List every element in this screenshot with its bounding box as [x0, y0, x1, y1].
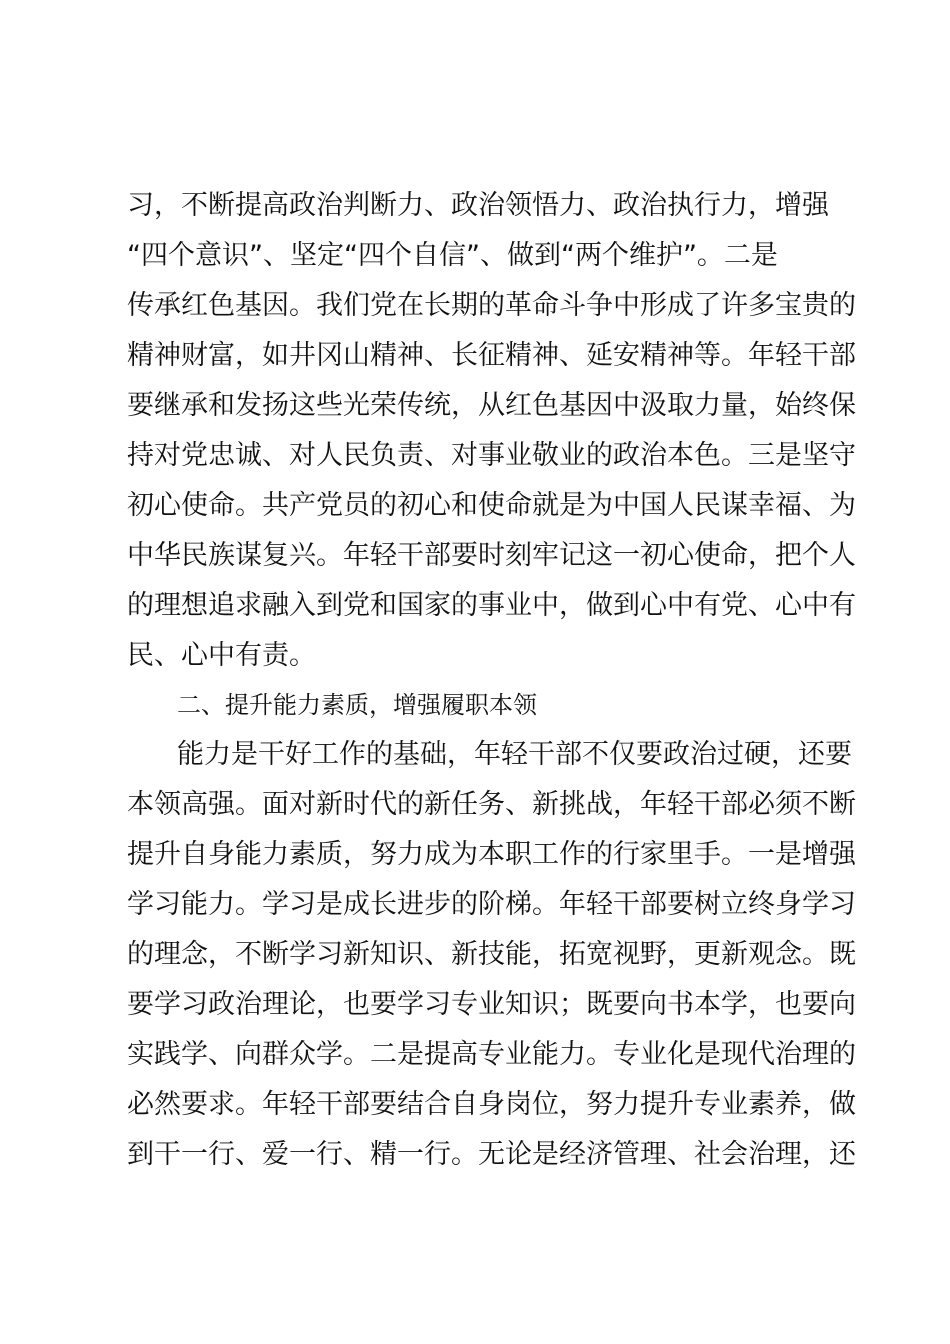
- section-heading: 二、提升能力素质，增强履职本领: [177, 691, 537, 719]
- text-line: 民、心中有责。: [127, 640, 316, 671]
- text-line: 初心使命。共产党员的初心和使命就是为中国人民谋幸福、为: [127, 490, 856, 521]
- text-line: 能力是干好工作的基础，年轻干部不仅要政治过硬，还要: [177, 739, 852, 770]
- text-line: 实践学、向群众学。二是提高专业能力。专业化是现代治理的: [127, 1039, 856, 1070]
- text-line: 的理想追求融入到党和国家的事业中，做到心中有党、心中有: [127, 590, 856, 621]
- text-line: 的理念，不断学习新知识、新技能，拓宽视野，更新观念。既: [127, 939, 856, 970]
- text-line: 必然要求。年轻干部要结合自身岗位，努力提升专业素养，做: [127, 1089, 856, 1120]
- text-line: 要学习政治理论，也要学习专业知识；既要向书本学，也要向: [127, 989, 856, 1020]
- text-line: 持对党忠诚、对人民负责、对事业敬业的政治本色。三是坚守: [127, 440, 856, 471]
- text-line: 传承红色基因。我们党在长期的革命斗争中形成了许多宝贵的: [127, 290, 856, 321]
- text-line: 提升自身能力素质，努力成为本职工作的行家里手。一是增强: [127, 839, 856, 870]
- text-line: 要继承和发扬这些光荣传统，从红色基因中汲取力量，始终保: [127, 390, 856, 421]
- text-line: “四个意识”、坚定“四个自信”、做到“两个维护”。二是: [127, 240, 778, 271]
- text-line: 习，不断提高政治判断力、政治领悟力、政治执行力，增强: [127, 190, 829, 221]
- text-line: 学习能力。学习是成长进步的阶梯。年轻干部要树立终身学习: [127, 889, 856, 920]
- text-line: 本领高强。面对新时代的新任务、新挑战，年轻干部必须不断: [127, 789, 856, 820]
- text-line: 到干一行、爱一行、精一行。无论是经济管理、社会治理，还: [127, 1139, 856, 1170]
- text-line: 精神财富，如井冈山精神、长征精神、延安精神等。年轻干部: [127, 340, 856, 371]
- text-line: 中华民族谋复兴。年轻干部要时刻牢记这一初心使命，把个人: [127, 540, 856, 571]
